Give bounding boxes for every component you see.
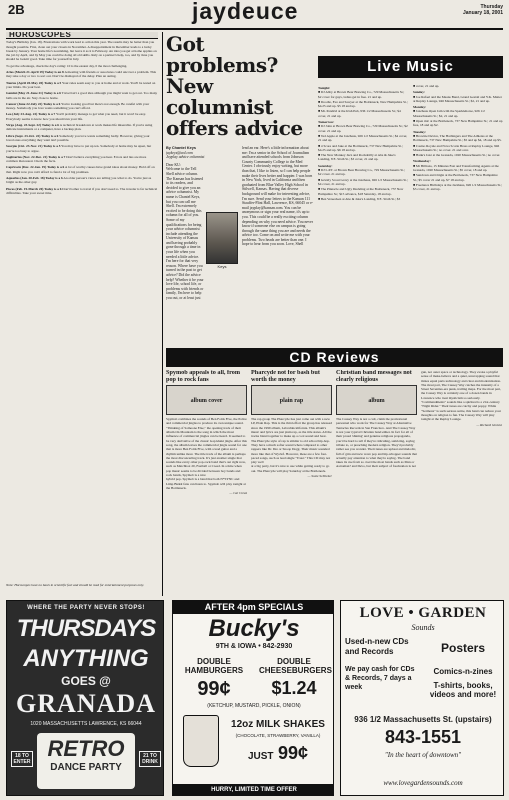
live-music-listing-text: Doodle, Eve and Sawyer at the Bottleneck, New Hampshire St.; $4.25 and up. $5 18 and up. <box>318 99 408 109</box>
album-cover: album cover <box>166 385 247 415</box>
horoscopes-column <box>6 32 158 582</box>
live-music-listing <box>318 134 408 143</box>
feature-salutation: Dear KU: <box>166 162 181 167</box>
live-music-listing-text: DJ John at Brown Bear Brewing Co., 729 Massachusetts St.; $2 cover. 21 and up. <box>318 124 408 133</box>
horoscope-sign-name: Aries (March 21-April 19) <box>6 70 44 75</box>
columnist-photo <box>206 212 238 264</box>
cd-reviews <box>166 370 503 580</box>
horoscope-sign-name: Capricorn (Dec. 22-Jan. 19) <box>6 165 47 170</box>
live-music-listing-text: Mr Billions, 15 Minutes Fast and Transforming Agents at the Granada, 1020 Massachusetts St.; $5 cover, 18 and up. <box>413 163 499 173</box>
live-music-day: Tuesday: <box>413 129 427 134</box>
bullet-icon: ■ <box>413 133 416 138</box>
bullet-icon: ■ <box>413 163 416 168</box>
live-music-listing <box>318 144 408 153</box>
bullet-icon: ■ <box>318 90 321 95</box>
horoscope-entry <box>6 81 158 90</box>
live-music-listing-text: DJ L.P.T. at Brown Bear Brewing Co., 729 Massachusetts St.; $2 cover. 21 and up. <box>318 168 405 177</box>
live-music-listing <box>413 119 503 128</box>
horoscope-rating: Today is a 6 <box>43 91 61 96</box>
review-body: at a big party, but it's nice to use while getting ready to go out. The Pharcyde will play Saturday at the Bottleneck. <box>251 464 330 473</box>
live-music-listing <box>318 109 408 118</box>
feature-byline-email: jaykeys@aol.com <box>166 150 193 155</box>
buckys-flavors: (CHOCOLATE, STRAWBERRY, VANILLA) <box>235 733 321 738</box>
feature-column-b: lend an ear. Here's a little information about me: I'm a senior in the School of Journalism and have attended schools from Johnson County Community College to the Med Center. I obviously enjoy writing, but more than that, I like to listen, so I can help people make their lives better and happier. I was born in New York, lived in California and then graduated from Blue Valley High School in Stilwell, Kansas. Having that diverse background will make for interesting advice, I'm sure. Send your letters to the Kansan 111 Stauffer-Flint Hall, Lawrence, KS, 66045 or e-mail jayplay@kansan.com. You can be anonymous or sign your real name, it's up to you. This could be a really exciting column depending on why you need advice. You never know if someone else on campus is going through the same thing you are and needs the advice too. Come on and write me with your problems. Two heads are better than one. I hope to hear from you soon. Love, Shell <box>242 146 314 247</box>
cd-review-column-4 <box>421 370 502 580</box>
buckys-logo: Bucky's <box>208 615 300 642</box>
horoscope-sign-name: Libra (Sept. 23-Oct. 22) <box>6 133 41 138</box>
live-music-listing-text: Ben Vereecken at Abe & Jake's Landing, 8 E. Sixth St.; $3 <box>320 196 401 201</box>
live-music-listing <box>318 153 408 162</box>
granada-address: 1020 MASSACHUSETTS LAWRENCE, KS 66044 <box>30 721 142 727</box>
love-garden-posters: Posters <box>440 641 486 655</box>
horoscope-rating: Today is a 6 <box>43 101 61 106</box>
feature-headline: Got problems? New columnist offers advice <box>166 32 303 140</box>
bullet-icon: ■ <box>318 143 321 148</box>
love-garden-website: www.lovegardensounds.com <box>383 779 463 787</box>
review-body: hybrid pop. Spymob is a band that both N*SYNC and Limp Bizkit fans can listen to. Spymob will play tonight at the Bottleneck. <box>166 477 246 490</box>
live-music-day: Sunday: <box>413 90 426 95</box>
live-music-listing-text: Open mic at the Bottleneck, 737 New Hampshire St.; 21 and up free, 18 and up $2. <box>413 119 503 128</box>
horoscope-text: You're looking good but there's not enough. Be careful with your money. Somebody you love wants something you can't afford. <box>6 101 150 111</box>
horoscope-rating: Today is a 7 <box>38 112 56 117</box>
live-music-listing <box>413 173 503 182</box>
bullet-icon: ■ <box>318 109 321 114</box>
horoscope-rating: Today is a 6 <box>41 133 59 138</box>
dateline <box>463 4 503 16</box>
bullet-icon: ■ <box>318 177 321 182</box>
granada-age-enter: 18 TO ENTER <box>11 751 33 767</box>
live-music-day: Wednesday: <box>413 159 431 164</box>
love-garden-tshirts: T-shirts, books, videos and more! <box>429 681 497 699</box>
horoscope-sign-name: Cancer (June 22-July 22) <box>6 101 43 106</box>
bullet-icon: ■ <box>413 109 416 114</box>
review-body: The rap group The Pharcyde has just come out with a new LP, Plain Rap. This is the third effort the group has released since the 1999 album, Labcabincalifornia. This album's music and lyrics are just plain rap, as the title states. All the tracks blend together to make up a cool sound and beat. The Pharcyde style of rap is similar to old school hip-hop. They have a much softer sound when compared to other rappers like Dr. Dre or Snoop Dogg. Their music sounded more like that of Wyclef. However, these are a few fast-paced songs, such as lead single "Trust." This CD may not play well <box>251 417 332 465</box>
love-garden-tagline: "In the heart of downtown" <box>384 751 462 759</box>
buckys-ad <box>172 600 334 796</box>
live-music-listing-text: Mr. Pendrid at the Irish Pub, 936 1/2 Massachusetts St.; $4 cover, 21 and up. <box>318 109 401 118</box>
buckys-footer: HURRY, LIMITED TIME OFFER <box>173 784 334 796</box>
horoscope-rating: Today is a 5 <box>43 144 61 149</box>
horoscope-text: Travel isn't a good idea although you might want to get out. Too many balls are in the air. Stay close to home. <box>6 91 158 100</box>
horoscope-rating: Today is a 7 <box>48 154 66 159</box>
live-music-listing <box>413 164 503 173</box>
feature-body-a: Welcome to the Tell Shell advice column. The Kansan has listened to its readers, and decided to give you an advice columnist. My name is Chantel Keys, but you can call me Shell. I'm extremely excited to be doing this column for all of you. Some of my qualifications for being your advice columnist include attending the University of Kansas and having probably gone through a time in your life when you needed a little advice. I'm here for that very reason. Where have you turned in the past to get advice? Did the advice help? Whether it be your love life, school life, or problems with friends or family, I'm here to help you out, or at least just <box>166 167 204 300</box>
photo-caption: Keys <box>217 264 227 269</box>
cd-review-column-2 <box>251 370 332 580</box>
live-music-listing-text: Grizzly Scout Gravy at the Jazzhaus, 926 1/2 Massachusetts St.; $4 cover, 21 and up. <box>318 177 408 186</box>
granada-retro: RETRO <box>47 736 125 761</box>
review-body: The Causey Way is not a cult, claim the promotional personnel who work for The Causey Way at Alternative Tentacles Records in San Francisco. And The Causey Way is not your typical Christian band either. In fact for all of their proud 'shining' and genuine religious propaganda, you'd be hard to tell if they're ridiculing, satirizing, saying tribute to, or preaching modern religion. They'd probably rather see you wonder. Their tunes are upbeat and melodic, full of grin and new wave pop and hip-whopper sounds that actually pay attention to what they're saying. The band takes its cue from so overt the most bands such as Man or Astroman? and Devo, but their subject of fascination is not <box>336 417 417 469</box>
live-music-listing <box>318 90 408 99</box>
granada-tagline: WHERE THE PARTY NEVER STOPS! <box>27 605 145 611</box>
horoscope-rating: Today is a 5 <box>44 80 62 85</box>
horoscope-entry <box>6 102 158 111</box>
live-music-listing-text: Hank's Jazz at the Granada, 1020 Massachusetts St.; no cover. <box>415 153 501 158</box>
page-number: 2B <box>8 2 25 17</box>
buckys-specials-banner: AFTER 4pm SPECIALS <box>173 601 334 614</box>
horoscopes-title: HOROSCOPES <box>6 32 158 39</box>
live-music-listing-text: Casino Royale and Nova Scotia Brass at Replay Lounge, 946 Massachusetts St.; no cover. 21 and over. <box>413 143 500 152</box>
live-music-listing-text: The New Monkey Jazz and Rockabilly at Abe & Jake's Landing, 8 E. Sixth St.; $3 cover, 21 and up. <box>318 153 396 162</box>
live-music-day: Tomorrow: <box>318 120 335 125</box>
review-body: gun, not outer space or technology. They evoke a playful sense of make-believe and a quiet, unwrapping sound that mixes equal parts technology and clear and modernization. The most part, The Causey Way catches the intensity of a Street Seventies-era punk, trailing maps. For the most part, the Causey Way is certainly one of a dozen bands in Lawrence who treat mysticism so seriously. "Commandments" sounds like a spiritual is a 21st-century "Night Rider." Their tunes are catchy and poppy. While "Sermons" is such serious satire, this band can reduce your thoughts on religion to fun. The Causey Way will play tonight at the Replay Lounge. <box>421 370 501 422</box>
love-garden-cash: We pay cash for CDs & Records, 7 days a week <box>345 666 415 691</box>
bullet-icon: ■ <box>413 143 416 148</box>
horoscopes-intro: Today's Birthday (Jan. 18). Frustrations with work lead to action this year. The results may be better than you thought possible. First, clean out your closets in November. A disappointment in December leads to a lucky break by January. Your home life's nourishing, but leave it as it is February. An idea you get at home applies on the job by April, and by May you could be doing all old skills. Rely on a partner's help, too, and by June you should be lookin' good. Take time for yourself in July. <box>6 40 157 62</box>
live-music-listing-text: Sundown and Origin at the Bottleneck, 737 New Hampshire St.; $5 cover 21 and up, $7 18 and up. <box>413 173 498 182</box>
horoscopes-guide: To get the advantage, check the day's rating: 10 is the easiest day, 0 the most challenging. <box>6 63 128 68</box>
granada-day: THURSDAYS <box>16 615 156 642</box>
live-music-listing <box>318 187 408 196</box>
horoscope-sign-name: Aquarius (Jan. 20-Feb. 18) <box>6 176 45 181</box>
live-music-listing <box>318 124 408 133</box>
granada-age-drink: 21 TO DRINK <box>139 751 161 767</box>
horoscope-text: You may have to put up ten. Somebody at home may be upset, but you're too busy to argue. <box>6 144 152 153</box>
bullet-icon: ■ <box>318 196 321 201</box>
horoscope-entry <box>6 187 158 196</box>
horoscope-entry <box>6 155 158 164</box>
bullet-icon: ■ <box>413 94 416 99</box>
feature-byline: By Chantel Keys <box>166 146 196 150</box>
buckys-item-hamburgers: DOUBLE HAMBURGERS <box>184 657 244 675</box>
cd-review-column-3 <box>336 370 417 580</box>
live-music-listing <box>413 95 503 104</box>
bullet-icon: ■ <box>413 153 416 158</box>
granada-dance-party: DANCE PARTY <box>50 762 122 773</box>
horoscope-sign-name: Gemini (May 21-June 21) <box>6 91 44 96</box>
live-music-day: Monday: <box>413 105 427 110</box>
horoscope-text: An older person's views are telling you what to do. You're just as bright as the other guy. <box>6 176 152 185</box>
live-music-listing <box>413 109 503 118</box>
buckys-address: 9TH & IOWA • 842-2930 <box>215 643 293 650</box>
bullet-icon: ■ <box>318 99 321 104</box>
review-byline: — Cal Creek <box>229 491 247 496</box>
horoscope-text: A meeting with friends or associates could uncover a problem. This may take a day or two to sort out. Don't be dismayed of the delay. Plan an outing. <box>6 70 156 79</box>
love-garden-logo: LOVE • GARDEN <box>359 605 487 621</box>
live-music-listing <box>318 100 408 109</box>
horoscope-sign-name: Leo (July 23-Aug. 22) <box>6 112 38 117</box>
review-byline: — Richard Gintovt <box>476 422 502 427</box>
review-body: Spymob combines the sounds of Ben Folds Five, the Police and commercial jingles to produce its own unique sound. "Thinking of Someone Else," the opening track of their album On Mountain is the song in which the most influence of commercial jingles can be heard. It seemed to be very derivative of the classic Gap khaki jingle. After this song, the album leaves the commercial jingle sound for one that is more Ben Folds Five, with a lead guitar and a rhythm unlike most. The title track of the album is perhaps the most disconcerting track. It's just another single that sounds like every other pop-rock band that's out right now, such as Matchbox 20, Fastball or Creed. In a time when pop music seems to be divided between boy bands and rock bands, Spymob is a nice <box>166 417 247 478</box>
live-music-listing <box>413 134 503 143</box>
buckys-shakes: 12oz MILK SHAKES <box>231 719 325 730</box>
buckys-just: JUST <box>247 751 274 762</box>
live-music-listing <box>413 153 503 157</box>
granada-goes: GOES @ <box>61 674 111 688</box>
cd-reviews-banner: CD Reviews <box>166 348 503 367</box>
horoscope-text: A lot of worthy causes have grand ideas about money. Hold off on that. Right now you can't afford to fund a lot of big promises. <box>6 165 155 174</box>
horoscope-entry <box>6 91 158 100</box>
horoscope-entry <box>6 123 158 132</box>
love-garden-ad <box>340 600 504 796</box>
live-music-listing <box>318 178 408 187</box>
horoscope-rating: Today is a 6 <box>41 123 59 128</box>
horoscope-entry <box>6 176 158 185</box>
live-music-listing-text: Freelance Birthdays at the Jazzhaus, 926 1/2 Massachusetts St.; $3 cover, 21 and up. <box>413 182 503 192</box>
horoscope-entry <box>6 134 158 143</box>
bullet-icon: ■ <box>318 153 321 158</box>
live-music-day: Tonight: <box>318 86 331 90</box>
review-byline: — Susie Schlicker <box>307 474 332 479</box>
buckys-toppings: (KETCHUP, MUSTARD, PICKLE, ONION) <box>207 703 301 709</box>
sign-list <box>6 70 158 195</box>
bullet-icon: ■ <box>318 187 321 192</box>
buckys-price-cheeseburgers: $1.24 <box>271 678 317 698</box>
love-garden-address: 936 1/2 Massachusetts St. (upstairs) <box>354 715 492 724</box>
live-music-listings <box>318 84 503 342</box>
live-music-listing-text: DJ Abby at Brown Bear Brewing Co., 729 Massachusetts St.; $2 cover for guys, ladies get in free. 21 and up. <box>318 90 405 99</box>
bullet-icon: ■ <box>318 124 321 129</box>
live-music-listing-text: Brownie Device, The Harbingers and The Athletes at the Bottleneck, 737 New Hampshire St.; $5 and up $4, 18 and up $5. <box>413 133 502 143</box>
horoscope-note: Note: Horoscopes have no basis in scientific fact and should be read for entertainment purposes only. <box>6 583 144 587</box>
horoscope-rating: Today is a 6 <box>44 186 62 191</box>
live-music-listing <box>413 84 503 88</box>
horoscope-text: Don't bother to travel if you don't need to. The traveler is far technical difficulties. Take your sweet time. <box>6 186 158 195</box>
feature-byline-role: Jayplay advice columnist <box>166 155 205 160</box>
horoscope-text: Somebody you love wants something badly. However, giving your loved ones everything they want isn't possible. <box>6 133 150 142</box>
album-cover: plain rap <box>251 385 332 415</box>
bullet-icon: ■ <box>413 173 416 178</box>
review-headline: Spymob appeals to all, from pop to rock fans <box>166 370 240 383</box>
horoscope-sign-name: Virgo (Aug. 23-Sept. 22) <box>6 123 42 128</box>
horoscope-entry <box>6 70 158 79</box>
horoscope-sign-name: Sagittarius (Nov. 22-Dec. 21) <box>6 154 48 159</box>
masthead-rule <box>6 28 503 30</box>
horoscope-text: You'll probably manage to get what you need, but it won't be easy. Everybody seems to know how you should run your life. <box>6 112 146 121</box>
horoscope-entry <box>6 112 158 121</box>
dateline-day: Thursday <box>480 4 503 10</box>
live-music-listing <box>413 144 503 153</box>
granada-venue: GRANADA <box>16 689 156 718</box>
live-music-listing-text: Ted Apple at the Jazzhaus, 926 1/2 Massachusetts St.; $4 cover, 21 and up. <box>318 133 408 143</box>
granada-ad <box>6 600 164 796</box>
live-music-listing-text: Jazzhaus Open Jam with the Sparklehorse, 926 1/2 Massachusetts St.; $2, 21 and up. <box>413 109 485 118</box>
horoscope-text: A technical breakdown at work makes life miserable. If you're using delicate instruments or a computer, have a backup plan. <box>6 123 153 132</box>
live-music-listing-text: Joe Rafael and the Means Band, Grand Gestalt and Y.K. Matter at Replay Lounge, 946 Massachusetts St.; $2, 21 and up. <box>413 94 502 103</box>
bullet-icon: ■ <box>413 84 416 88</box>
love-garden-line-cds: Used-n-new CDs and Records <box>345 637 409 656</box>
horoscope-text: Don't believe everything you hear. Errors and lies are more common than usual. Check the facts. <box>6 154 147 164</box>
dateline-date: January 18, 2001 <box>462 10 503 16</box>
feature-column-a <box>166 146 238 341</box>
live-music-listing <box>413 183 503 192</box>
buckys-price-hamburgers: 99¢ <box>197 678 231 700</box>
live-music-listing-text: cover, 21 and up. <box>415 84 440 88</box>
live-music-listing-text: The Pinnacle and Ugly Duckling at the Bottleneck, 737 New Hampshire St.; $15 advance, $18 Saturday, 18 and up. <box>318 187 404 196</box>
horoscope-entry <box>6 144 158 153</box>
live-music-column-2 <box>413 84 503 342</box>
review-headline: Pharcyde not for bash but worth the money <box>251 370 320 383</box>
horoscope-rating: Today is a 6 <box>47 165 65 170</box>
live-music-column-1 <box>318 84 408 342</box>
column-rule-left <box>162 32 163 596</box>
section-flag: jaydeuce <box>192 0 299 24</box>
live-music-banner: Live Music <box>318 56 503 78</box>
buckys-item-cheeseburgers: DOUBLE CHEESEBURGERS <box>259 657 332 675</box>
milkshake-cup-icon <box>183 715 219 767</box>
buckys-shake-price: 99¢ <box>277 743 309 763</box>
feature-article <box>166 146 314 341</box>
album-cover: album <box>336 385 417 415</box>
cd-review-column-1 <box>166 370 247 580</box>
bullet-icon: ■ <box>318 168 321 173</box>
love-garden-comics: Comics-n-zines <box>433 667 493 676</box>
live-music-day: Saturday: <box>318 163 333 168</box>
granada-anything: ANYTHING <box>23 645 149 672</box>
horoscope-entry <box>6 165 158 174</box>
horoscope-text: Your rules seem easy to you at home and at work. You'll be tested on your limits. Do your best. <box>6 80 156 89</box>
bullet-icon: ■ <box>413 119 416 124</box>
live-music-listing-text: 4 Score and Jake at the Bottleneck, 737 New Hampshire St.; $4.25 and up. $6 18 and up. <box>318 143 403 152</box>
love-garden-sounds: Sounds <box>411 623 435 632</box>
review-headline: Christian band messages not clearly religious <box>336 370 412 383</box>
bullet-icon: ■ <box>318 133 321 138</box>
bullet-icon: ■ <box>413 182 416 187</box>
horoscope-sign-name: Pisces (Feb. 19-March 20) <box>6 186 44 191</box>
live-music-listing <box>318 197 408 201</box>
horoscope-sign-name: Taurus (April 20-May 20) <box>6 80 44 85</box>
horoscope-sign-name: Scorpio (Oct. 23-Nov. 21) <box>6 144 43 149</box>
horoscope-rating: Today is an 8 <box>44 70 64 75</box>
love-garden-phone: 843-1551 <box>384 727 462 747</box>
horoscope-rating: Today is a 6 <box>45 176 63 181</box>
live-music-listing <box>318 168 408 177</box>
